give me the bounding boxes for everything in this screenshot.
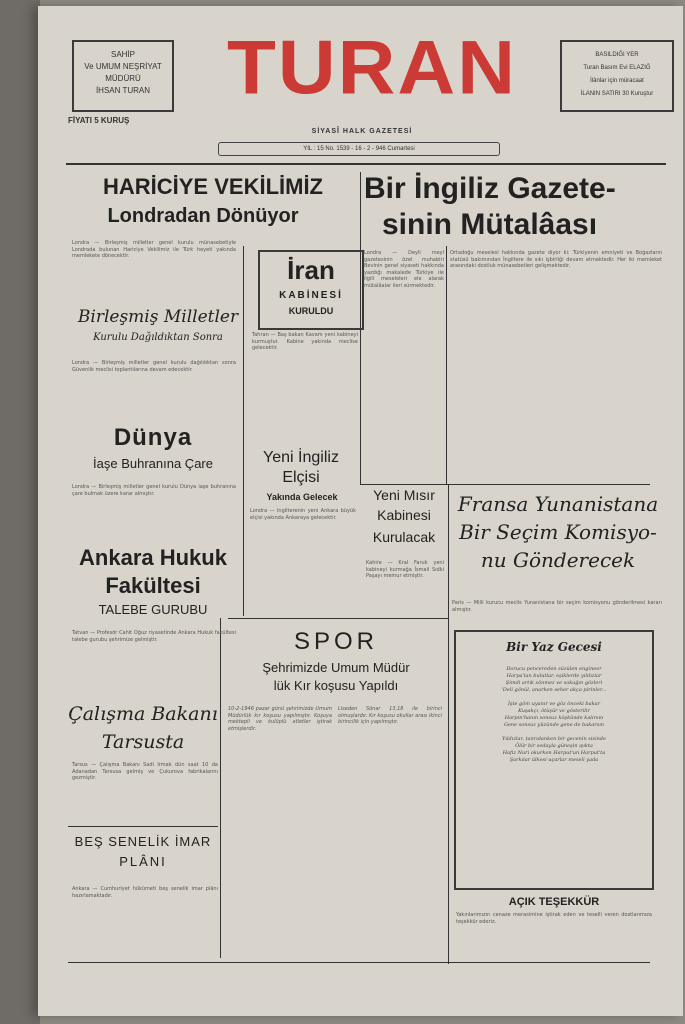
body-text: Londra — Birleşmiş milletler genel kurulu Dünya iaşe buhranına çare bulmak üzere karar almıştır. xyxy=(72,484,236,497)
birlesmis-subhead: Kurulu Dağıldıktan Sonra xyxy=(93,332,223,343)
section-rule xyxy=(360,484,650,485)
fransa-kicker: nu Gönderecek xyxy=(480,548,636,572)
fransa-headline: Fransa Yunanistana xyxy=(457,492,659,516)
bottom-rule xyxy=(68,962,650,963)
calisma-headline: Çalışma Bakanı xyxy=(68,703,218,725)
ankara-subhead: Fakültesi xyxy=(105,573,201,598)
spor-kicker: lük Kır koşusu Yapıldı xyxy=(273,678,399,693)
poem-line: Yıldızlar, tanrıdanken bir gecenin sisinde xyxy=(502,736,606,742)
poem-body xyxy=(466,666,642,764)
elci-headline: Yeni İngiliz xyxy=(263,449,339,466)
fransa-subhead: Bir Seçim Komisyo- xyxy=(459,520,657,544)
owner-line: İHSAN TURAN xyxy=(95,86,151,95)
ankara-kicker: TALEBE GURUBU xyxy=(98,602,208,617)
publisher-line: BASILDIĞI YER xyxy=(595,52,639,58)
body-text: Ortadoğu meselesi hakkında gazete diyor ki: Türkiyenin emniyeti ve Boğazların statüsü bakımından İngiltere ile sıkı işbirliği devam etmektedir. Her iki memleket arasındaki dostluk münasebetleri gelişmektedir. xyxy=(450,250,662,269)
imar-subhead: PLÂNI xyxy=(119,854,167,869)
elci-subhead: Elçisi xyxy=(282,469,320,486)
publisher-line: İLANIN SATIRI 30 Kuruştur xyxy=(580,91,654,97)
iran-kicker: KURULDU xyxy=(288,306,334,316)
section-rule xyxy=(228,618,448,619)
body-text: Paris — Milli kurucu meclis Yunanistana bir seçim komisyonu gönderilmesi kararı almıştır. xyxy=(452,600,662,613)
ankara-headline: Ankara Hukuk xyxy=(79,545,227,570)
owner-line: Ve UMUM NEŞRİYAT xyxy=(84,62,162,71)
body-text: Londra — Birleşmiş milletler genel kurulu dağıldıktan sonra Güvenlik meclisi toplantılarına devam edecektir. xyxy=(72,360,236,373)
hariciye-subhead: Londradan Dönüyor xyxy=(107,205,299,227)
body-text: Londra — İngilterenin yeni Ankara büyük elçisi yakında Ankaraya gelecektir. xyxy=(250,508,356,521)
calisma-subhead: Tarsusta xyxy=(101,731,185,753)
body-text: Tarsus — Çalışma Bakanı Sadi Irmak dün saat 10 da Adanadan Tarsusa gelmiş ve Çukurova fabrikalarını gezmiştir. xyxy=(72,762,218,781)
poem-line: Harpa'lan bulutlar, eşiklerde yıldızlar xyxy=(506,673,602,679)
ingiliz-headline: Bir İngiliz Gazete- xyxy=(364,172,616,205)
newspaper-page xyxy=(38,6,683,1016)
misir-kicker: Kurulacak xyxy=(372,529,436,545)
poem-line: Harpin'hanın sonsuz köşkünde kalırsın xyxy=(504,715,604,721)
iran-subhead: KABİNESİ xyxy=(279,290,343,301)
column-rule xyxy=(446,246,447,484)
imar-headline: BEŞ SENELİK İMAR xyxy=(74,834,212,849)
owner-box xyxy=(72,40,174,112)
poem-title: Bir Yaz Gecesi xyxy=(506,640,602,654)
poem-line: Şarkılar ülkesi uçarlar meseli yada xyxy=(509,757,599,763)
spor-headline: SPOR xyxy=(293,628,378,655)
elci-kicker: Yakında Gelecek xyxy=(266,492,338,502)
subtitle: SİYASÎ HALK GAZETESİ xyxy=(311,128,413,135)
top-rule xyxy=(66,163,666,165)
body-text: Ankara — Cumhuriyet hükümeti beş senelik imar plânı hazırlamaktadır. xyxy=(72,886,218,899)
owner-line: SAHİP xyxy=(110,50,135,59)
body-text: Tatvan — Profesör Cahit Oğuz riyasetinde Ankara Hukuk fakültesi talebe gurubu şehrimize gelmiştir. xyxy=(72,630,236,643)
misir-headline: Yeni Mısır xyxy=(373,487,435,503)
ingiliz-subhead: sinin Mütalâası xyxy=(382,208,598,241)
body-text: Tahran — Baş bakan Kavam yeni kabineyi kurmuştur. Kabine yakında meclise gelecektir. xyxy=(252,332,358,351)
masthead-title: TURAN xyxy=(227,25,517,110)
poem-box xyxy=(454,630,654,890)
poem-line: Kuşakçı, ötüşür ve gösterilir xyxy=(518,708,590,714)
publisher-box xyxy=(560,40,674,112)
column-rule xyxy=(243,246,244,616)
iran-headline: İran xyxy=(287,255,335,285)
section-rule xyxy=(68,826,218,827)
price: FİYATI 5 KURUŞ xyxy=(68,116,130,125)
dunya-subhead: İaşe Buhranına Çare xyxy=(93,456,213,471)
publisher-line: İlânlar için müracaat xyxy=(590,78,644,84)
poem-line: 'Deli gönül, anarken seher akça pirinler... xyxy=(501,687,607,693)
body-text: Yakınlarımızın cenaze merasimine iştirak eden ve teselli veren dostlarımıza teşekkür ederiz. xyxy=(456,912,652,925)
poem-line: Ölür bir sedayla güneşin ışıkta xyxy=(515,743,593,749)
body-text: Kahire — Kral Faruk yeni kabineyi kurmağa İsmail Sıdki Paşayı memur etmiştir. xyxy=(366,560,444,579)
body-text: Londra — Birleşmiş milletler genel kurulu münasebetiyle Londrada bulunan Hariciye Vekilimiz ile Türk heyeti yakında memlekete dönecektir. xyxy=(72,240,236,259)
poem-line: Hafiz Nuri okurken Harput'un Harput'ta xyxy=(502,750,606,756)
poem-line: Dorucu pencereden süzülen engineer xyxy=(506,666,602,672)
hariciye-headline: HARİCİYE VEKİLİMİZ xyxy=(102,174,323,199)
body-text: Londra — Deyli meyl gazetesinin özel muhabiri Bevinin genel siyaseti hakkında yazdığı makalede Türkiye ile ilgili meseleleri ele alarak mütalâalar ileri sürmektedir. xyxy=(364,250,444,289)
book-spine xyxy=(0,0,40,1024)
body-text: Liseden Sönar 13,18 ile birinci olmuşlardır. Kır koşusu okullar arası ikinci birincilik için yapılmıştır. xyxy=(338,706,442,725)
poem-line: İşte göm uyanır ve göz önceki bakar xyxy=(507,701,601,707)
poem-line: Şimdi artık sönmez ve sokağın gözleri xyxy=(505,680,603,686)
birlesmis-headline: Birleşmiş Milletler xyxy=(77,307,239,327)
dunya-headline: Dünya xyxy=(113,424,193,451)
body-text: 10-2-1946 pazar günü şehrimizde Umum Müdürlük kır koşusu yapılmıştır. Koşuya mektepli ve kulüplü atletler iştirak etmişlerdir. xyxy=(228,706,332,732)
owner-line: MÜDÜRÜ xyxy=(105,74,141,83)
tesekkur-headline: AÇIK TEŞEKKÜR xyxy=(508,896,600,908)
poem-line: Gene sonsuz yüzünde gene de bakarsın xyxy=(503,722,605,728)
column-rule xyxy=(448,484,449,964)
spor-subhead: Şehrimizde Umum Müdür xyxy=(262,660,410,675)
iran-box xyxy=(258,250,364,330)
dateline: YIL : 15 No. 1539 - 16 - 2 - 946 Cumartesi xyxy=(218,142,500,156)
misir-subhead: Kabinesi xyxy=(377,507,431,523)
publisher-line: Turan Basım Evi ELAZIĞ xyxy=(583,65,651,71)
